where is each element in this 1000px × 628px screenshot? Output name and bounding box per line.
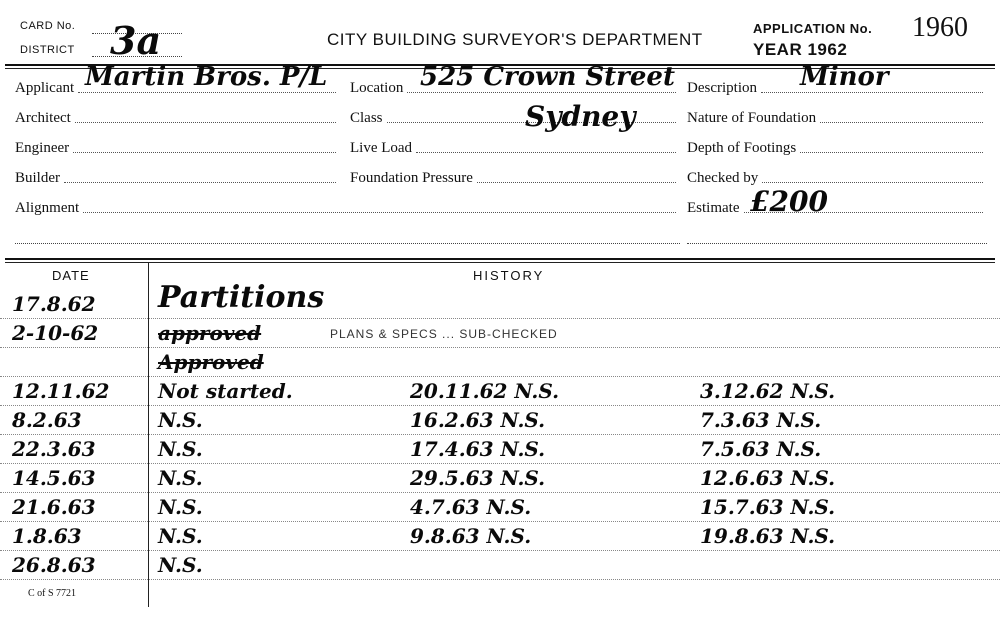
year-label: YEAR 1962 [753, 40, 848, 59]
history-entry: 20.11.62 N.S. [410, 379, 560, 403]
history-entry: 3.12.62 N.S. [700, 379, 836, 403]
date-header: DATE [52, 268, 90, 283]
blank-line-right [687, 243, 987, 244]
history-header: HISTORY [473, 268, 545, 283]
history-entry: 17.4.63 N.S. [410, 437, 546, 461]
history-entry: Partitions [158, 280, 325, 315]
history-entry: 4.7.63 N.S. [410, 495, 532, 519]
history-date: 12.11.62 [12, 379, 110, 403]
application-number: 1960 [912, 12, 968, 43]
history-entry: N.S. [158, 495, 203, 519]
checked-label: Checked by [687, 170, 759, 186]
history-entry: 29.5.63 N.S. [410, 466, 546, 490]
architect-field [15, 110, 340, 127]
history-row [0, 280, 1000, 319]
depth-field [687, 140, 987, 157]
description-label: Description [687, 80, 757, 96]
class-value: Sydney [525, 100, 636, 133]
history-row [0, 522, 1000, 551]
nature-field [687, 110, 987, 127]
history-date: 14.5.63 [12, 466, 96, 490]
district-value: 3a [110, 18, 162, 63]
history-row-line [0, 579, 1000, 580]
history-date: 17.8.62 [12, 292, 96, 316]
history-entry: 7.3.63 N.S. [700, 408, 822, 432]
history-date: 1.8.63 [12, 524, 82, 548]
history-date: 2-10-62 [12, 321, 99, 345]
history-entry: N.S. [158, 553, 203, 577]
history-entry: 9.8.63 N.S. [410, 524, 532, 548]
history-entry: 19.8.63 N.S. [700, 524, 836, 548]
history-entry: PLANS & SPECS ... SUB-CHECKED [330, 327, 558, 341]
estimate-field [687, 200, 987, 217]
history-date: 21.6.63 [12, 495, 96, 519]
history-entry: 12.6.63 N.S. [700, 466, 836, 490]
history-entry: 7.5.63 N.S. [700, 437, 822, 461]
history-date: 26.8.63 [12, 553, 96, 577]
history-row [0, 435, 1000, 464]
applicant-label: Applicant [15, 80, 75, 96]
estimate-value: £200 [750, 185, 828, 218]
history-rule-2 [5, 262, 995, 263]
history-entry: N.S. [158, 466, 203, 490]
history-date: 22.3.63 [12, 437, 96, 461]
department-title: CITY BUILDING SURVEYOR'S DEPARTMENT [327, 30, 703, 49]
foundation-pressure-label: Foundation Pressure [350, 170, 473, 186]
history-entry: Not started. [158, 379, 293, 403]
checked-field [687, 170, 987, 187]
history-row [0, 551, 1000, 580]
builder-label: Builder [15, 170, 60, 186]
history-entry: 16.2.63 N.S. [410, 408, 546, 432]
history-date: 8.2.63 [12, 408, 82, 432]
history-entry: N.S. [158, 437, 203, 461]
history-row [0, 377, 1000, 406]
history-entry: N.S. [158, 524, 203, 548]
live-load-field [350, 140, 680, 157]
application-label: APPLICATION No. [753, 21, 873, 36]
engineer-label: Engineer [15, 140, 70, 156]
history-row [0, 406, 1000, 435]
applicant-value: Martin Bros. P/L [85, 62, 328, 92]
district-label: DISTRICT [20, 44, 75, 56]
nature-label: Nature of Foundation [687, 110, 817, 126]
engineer-field [15, 140, 340, 157]
architect-label: Architect [15, 110, 71, 126]
history-entry: 15.7.63 N.S. [700, 495, 836, 519]
location-label: Location [350, 80, 404, 96]
history-row [0, 348, 1000, 377]
depth-label: Depth of Footings [687, 140, 797, 156]
history-entry: approved [158, 321, 262, 345]
history-rule [5, 258, 995, 260]
history-row [0, 493, 1000, 522]
alignment-label: Alignment [15, 200, 80, 216]
history-row [0, 464, 1000, 493]
alignment-field [15, 200, 680, 217]
form-code: C of S 7721 [28, 588, 77, 599]
description-value: Minor [800, 62, 889, 92]
class-label: Class [350, 110, 383, 126]
history-row [0, 319, 1000, 348]
location-value: 525 Crown Street [420, 62, 675, 92]
builder-field [15, 170, 340, 187]
foundation-pressure-field [350, 170, 680, 187]
history-entry: N.S. [158, 408, 203, 432]
card-no-label: CARD No. [20, 20, 76, 32]
estimate-label: Estimate [687, 200, 740, 216]
blank-line [15, 243, 680, 244]
live-load-label: Live Load [350, 140, 413, 156]
history-entry: Approved [158, 350, 264, 374]
